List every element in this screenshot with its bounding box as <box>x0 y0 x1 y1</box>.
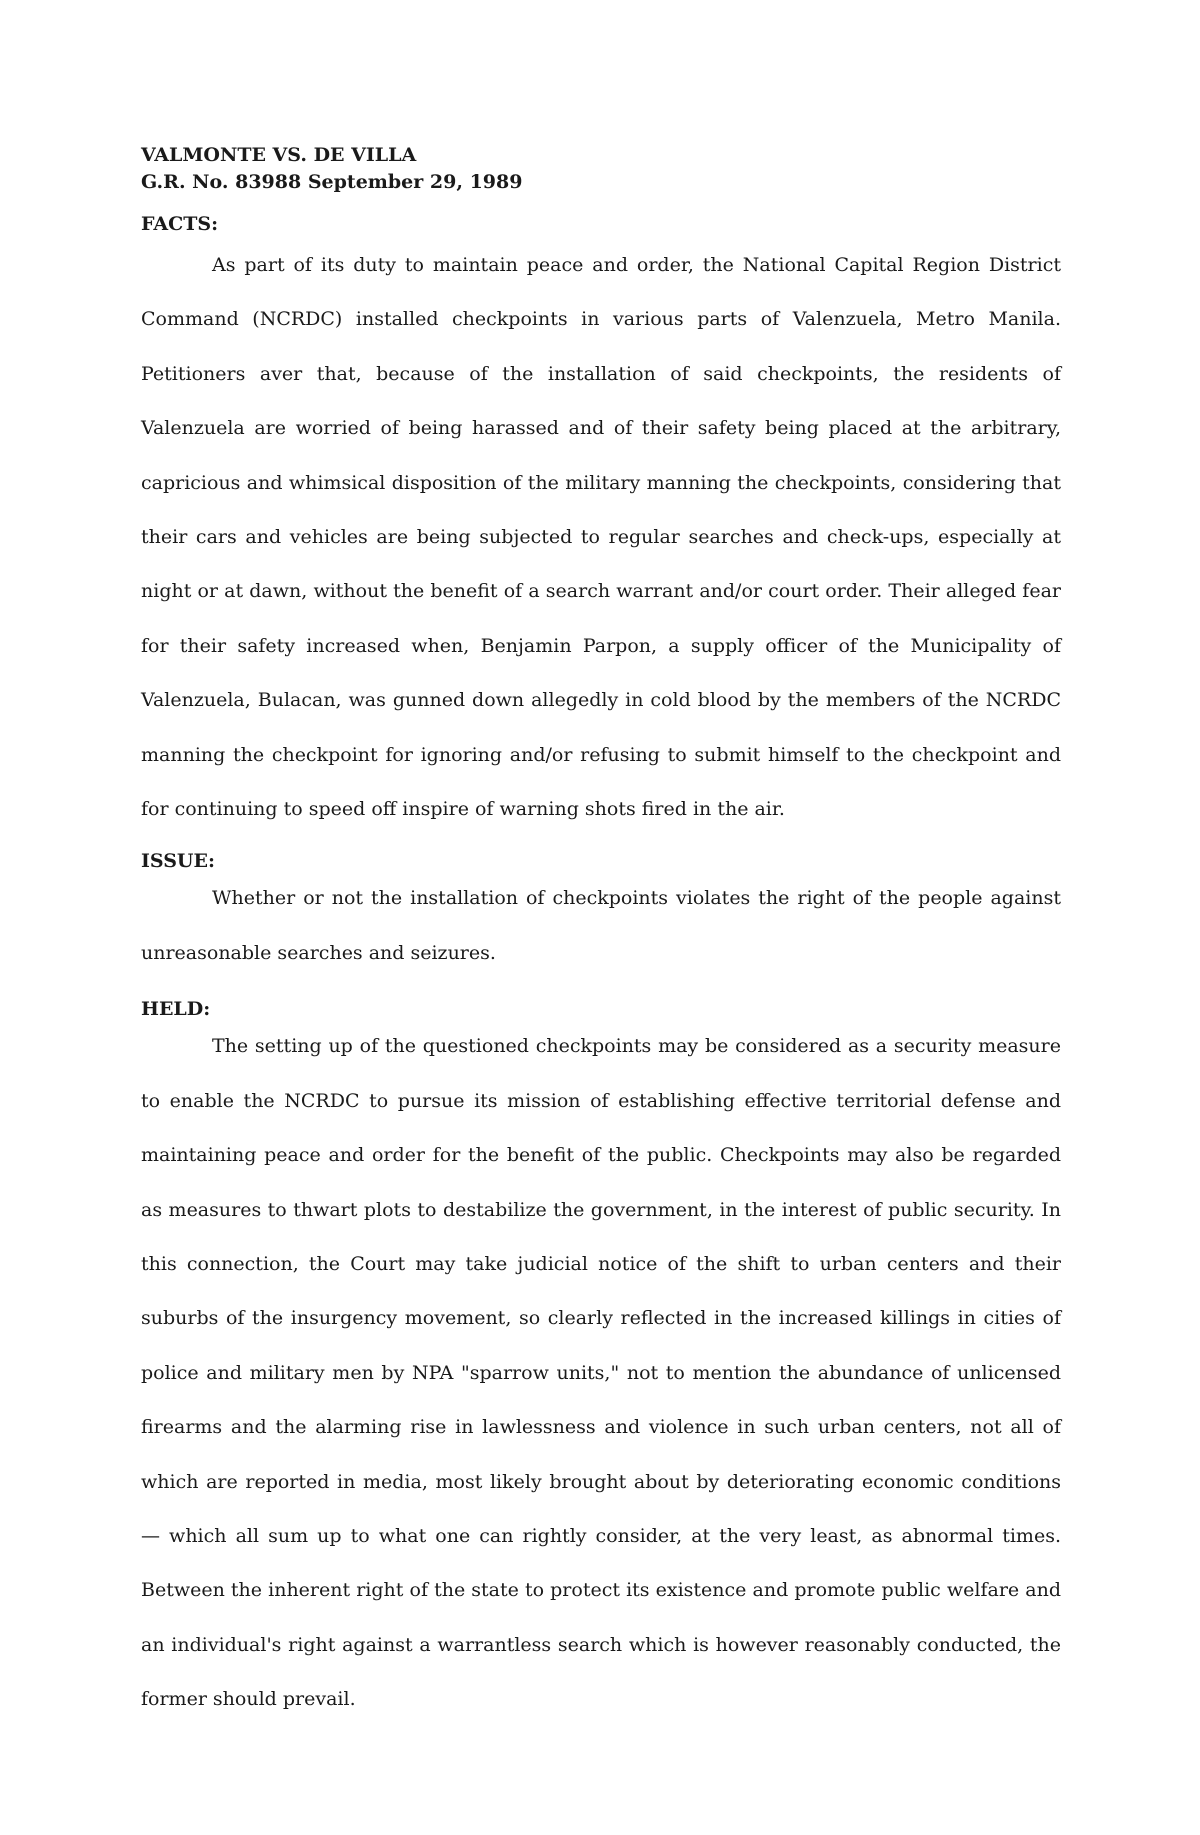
issue-paragraph: Whether or not the installation of checkpoints violates the right of the people against unreasonable searches and seizures. <box>141 887 1061 964</box>
held-heading: HELD: <box>141 998 211 1021</box>
facts-heading: FACTS: <box>141 213 219 235</box>
facts-paragraph: As part of its duty to maintain peace and order, the National Capital Region District Command (NCRDC) installed checkpoints in various parts of Valenzuela, Metro Manila. Petitioners aver that, because of the installation of said checkpoints, the residents of Valenzuela are worried of being harassed and of their safety being placed at the arbitrary, capricious and whimsical disposition of the military manning the checkpoints, considering that their cars and vehicles are being subjected to regular searches and check-ups, especially at night or at dawn, without the benefit of a search warrant and/or court order. Their alleged fear for their safety increased when, Benjamin Parpon, a supply officer of the Municipality of Valenzuela, Bulacan, was gunned down allegedly in cold blood by the members of the NCRDC manning the checkpoint for ignoring and/or refusing to submit himself to the checkpoint and for continuing to speed off inspire of warning shots fired in the air. <box>141 254 1061 821</box>
case-citation: G.R. No. 83988 September 29, 1989 <box>141 171 523 193</box>
held-paragraph: The setting up of the questioned checkpoints may be considered as a security measure to enable the NCRDC to pursue its mission of establishing effective territorial defense and maintaining peace and order for the benefit of the public. Checkpoints may also be regarded as measures to thwart plots to destabilize the government, in the interest of public security. In this connection, the Court may take judicial notice of the shift to urban centers and their suburbs of the insurgency movement, so clearly reflected in the increased killings in cities of police and military men by NPA "sparrow units," not to mention the abundance of unlicensed firearms and the alarming rise in lawlessness and violence in such urban centers, not all of which are reported in media, most likely brought about by deteriorating economic conditions — which all sum up to what one can rightly consider, at the very least, as abnormal times. Between the inherent right of the state to protect its existence and promote public welfare and an individual's right against a warrantless search which is however reasonably conducted, the former should prevail. <box>141 1035 1061 1711</box>
case-title: VALMONTE VS. DE VILLA <box>141 144 417 166</box>
document-body <box>141 142 1061 1727</box>
issue-heading: ISSUE: <box>141 850 215 873</box>
